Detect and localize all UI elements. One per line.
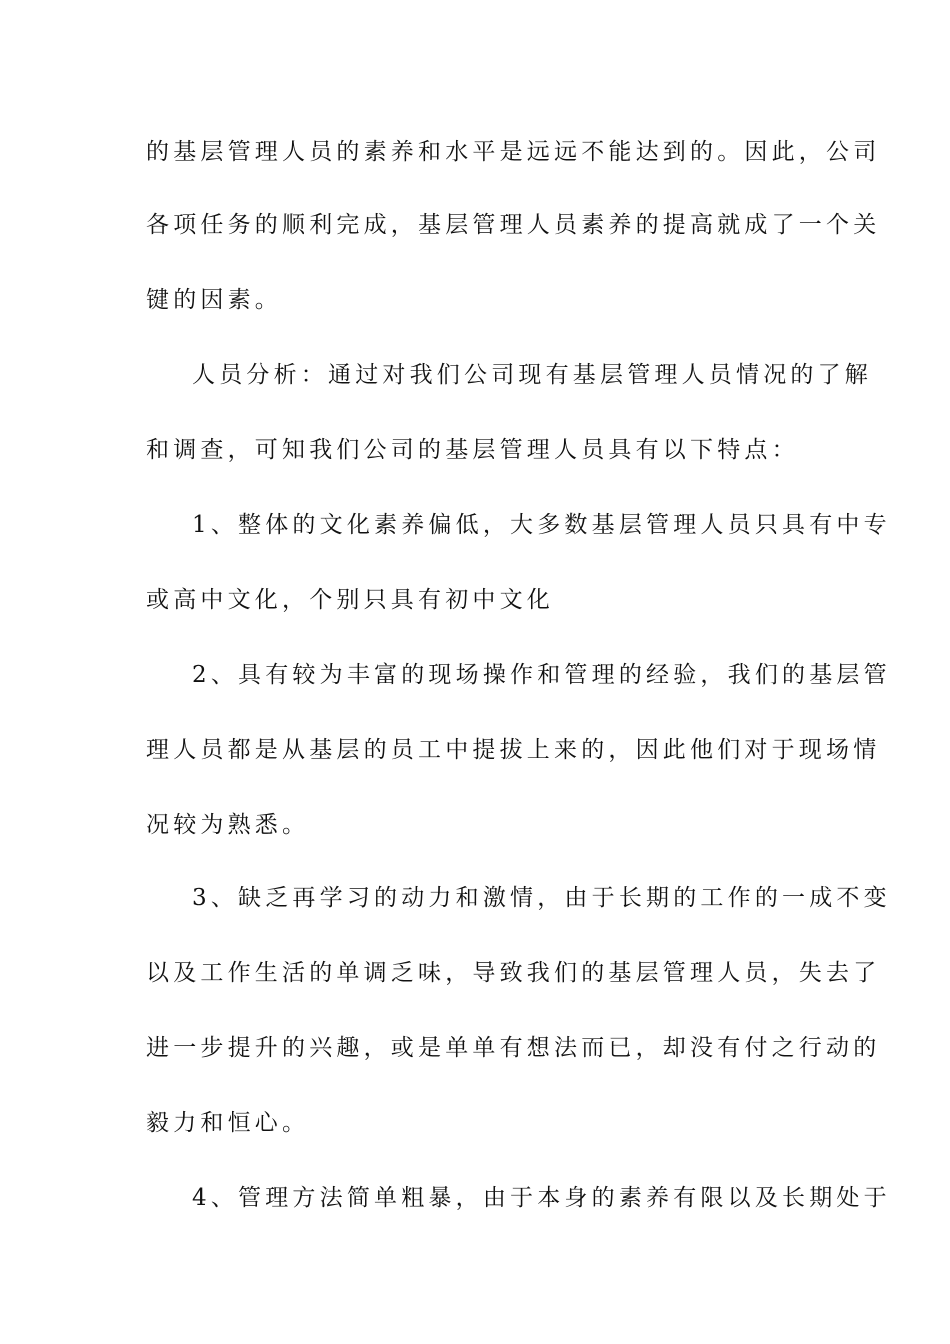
paragraph-line: 人员分析：通过对我们公司现有基层管理人员情况的了解 bbox=[192, 362, 872, 388]
paragraph-line: 和调查，可知我们公司的基层管理人员具有以下特点： bbox=[146, 437, 799, 463]
paragraph-line: 以及工作生活的单调乏味，导致我们的基层管理人员，失去了 bbox=[146, 960, 881, 986]
paragraph-line: 4、管理方法简单粗暴，由于本身的素养有限以及长期处于 bbox=[192, 1185, 891, 1211]
paragraph-line: 键的因素。 bbox=[146, 287, 282, 313]
paragraph-line: 或高中文化，个别只具有初中文化 bbox=[146, 587, 554, 613]
paragraph-line: 况较为熟悉。 bbox=[146, 812, 310, 838]
paragraph-line: 3、缺乏再学习的动力和激情，由于长期的工作的一成不变 bbox=[192, 885, 891, 911]
paragraph-line: 的基层管理人员的素养和水平是远远不能达到的。因此，公司 bbox=[146, 139, 881, 165]
paragraph-line: 理人员都是从基层的员工中提拔上来的，因此他们对于现场情 bbox=[146, 737, 881, 763]
paragraph-line: 1、整体的文化素养偏低，大多数基层管理人员只具有中专 bbox=[192, 512, 891, 538]
paragraph-line: 进一步提升的兴趣，或是单单有想法而已，却没有付之行动的 bbox=[146, 1035, 881, 1061]
paragraph-line: 各项任务的顺利完成，基层管理人员素养的提高就成了一个关 bbox=[146, 212, 881, 238]
paragraph-line: 毅力和恒心。 bbox=[146, 1110, 310, 1136]
paragraph-line: 2、具有较为丰富的现场操作和管理的经验，我们的基层管 bbox=[192, 662, 891, 688]
